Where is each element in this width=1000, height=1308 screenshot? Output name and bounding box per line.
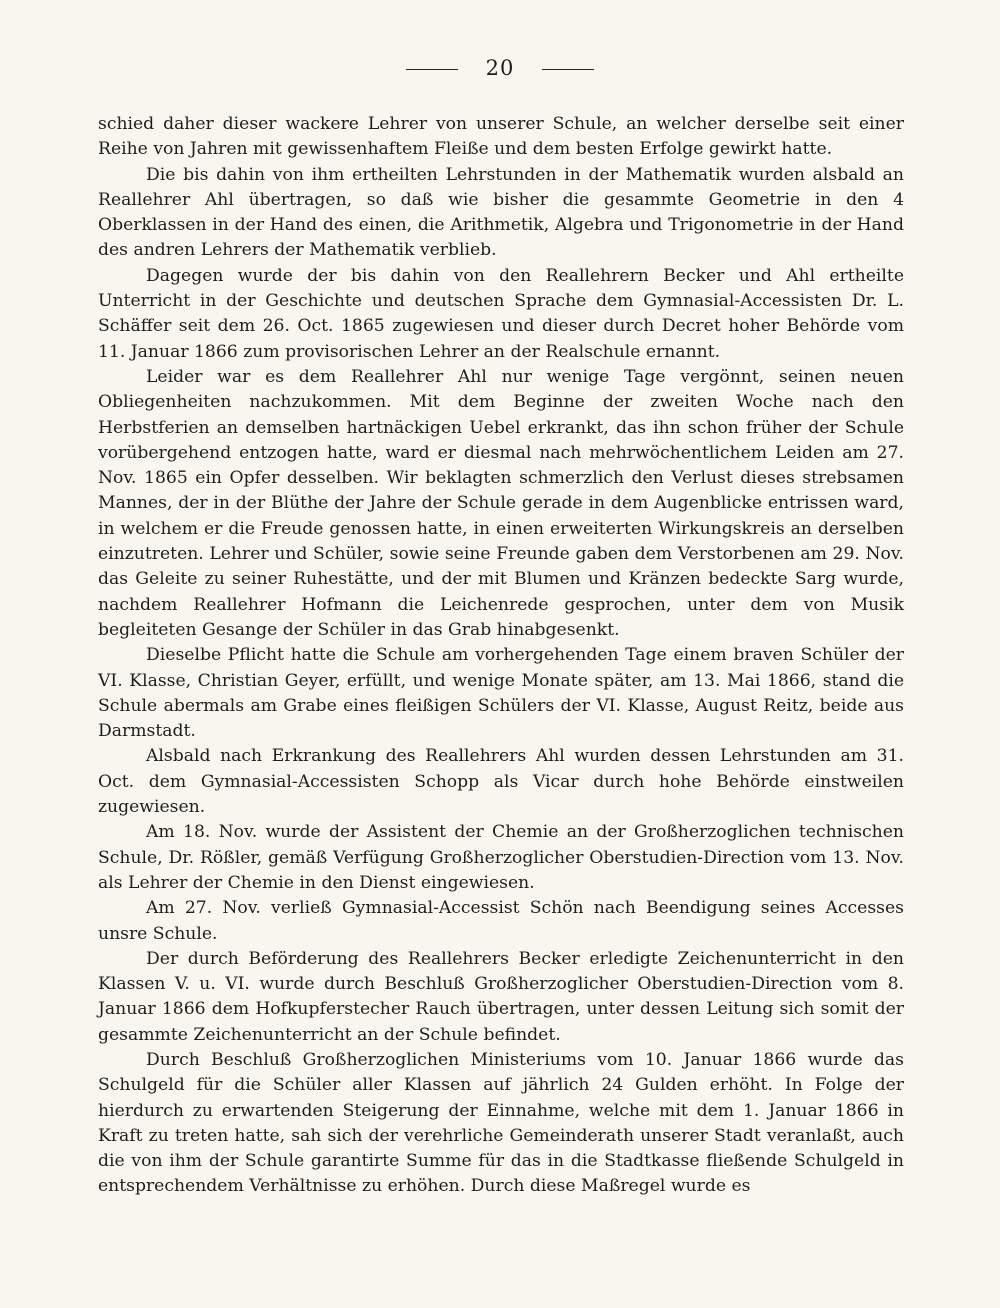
paragraph-2: Die bis dahin von ihm ertheilten Lehrstunden in der Mathematik wurden alsbald an Reallehrer Ahl übertragen, so daß wie bisher die gesammte Geometrie in den 4 Oberklassen in der Hand des einen, die Arithmetik, Algebra und Trigonometrie in der Hand des andren Lehrers der Mathematik verblieb.: [98, 164, 904, 261]
paragraph-1: schied daher dieser wackere Lehrer von unserer Schule, an welcher derselbe seit einer Reihe von Jahren mit gewissenhaftem Fleiße und dem besten Erfolge gewirkt hatte.: [98, 114, 904, 160]
paragraph-6: Alsbald nach Erkrankung des Reallehrers Ahl wurden dessen Lehrstunden am 31. Oct. dem Gymnasial-Accessisten Schopp als Vicar durch hohe Behörde einstweilen zugewiesen.: [98, 746, 904, 818]
paragraph-10: Durch Beschluß Großherzoglichen Ministeriums vom 10. Januar 1866 wurde das Schulgeld für die Schüler aller Klassen auf jährlich 24 Gulden erhöht. In Folge der hierdurch zu erwartenden Steigerung der Einnahme, welche mit dem 1. Januar 1866 in Kraft zu treten hatte, sah sich der verehrliche Gemeinderath unserer Stadt veranlaßt, auch die von ihm der Schule garantirte Summe für das in die Stadtkasse fließende Schulgeld in entsprechendem Verhältnisse zu erhöhen. Durch diese Maßregel wurde es: [98, 1049, 904, 1197]
header-rule-right: [542, 69, 594, 70]
paragraph-4: Leider war es dem Reallehrer Ahl nur wenige Tage vergönnt, seinen neuen Obliegenheiten nachzukommen. Mit dem Beginne der zweiten Woche nach den Herbstferien an demselben hartnäckigen Uebel erkrankt, das ihn schon früher der Schule vorübergehend entzogen hatte, ward er diesmal nach mehrwöchentlichem Leiden am 27. Nov. 1865 ein Opfer desselben. Wir beklagten schmerzlich den Verlust dieses strebsamen Mannes, der in der Blüthe der Jahre der Schule gerade in dem Augenblicke entrissen ward, in welchem er die Freude genossen hatte, in einen erweiterten Wirkungskreis an derselben einzutreten. Lehrer und Schüler, sowie seine Freunde gaben dem Verstorbenen am 29. Nov. das Geleite zu seiner Ruhestätte, und der mit Blumen und Kränzen bedeckte Sarg wurde, nachdem Reallehrer Hofmann die Leichenrede gesprochen, unter dem von Musik begleiteten Gesange der Schüler in das Grab hinabgesenkt.: [98, 366, 904, 640]
page-header: [0, 56, 1000, 80]
header-rule-left: [406, 69, 458, 70]
page-number: 20: [485, 56, 515, 80]
paragraph-9: Der durch Beförderung des Reallehrers Becker erledigte Zeichenunterricht in den Klassen V. u. VI. wurde durch Beschluß Großherzoglicher Oberstudien-Direction vom 8. Januar 1866 dem Hofkupferstecher Rauch übertragen, unter dessen Leitung sich somit der gesammte Zeichenunterricht an der Schule befindet.: [98, 948, 904, 1045]
paragraph-5: Dieselbe Pflicht hatte die Schule am vorhergehenden Tage einem braven Schüler der VI. Klasse, Christian Geyer, erfüllt, und wenige Monate später, am 13. Mai 1866, stand die Schule abermals am Grabe eines fleißigen Schülers der VI. Klasse, August Reitz, beide aus Darmstadt.: [98, 645, 904, 742]
paragraph-3: Dagegen wurde der bis dahin von den Reallehrern Becker und Ahl ertheilte Unterricht in der Geschichte und deutschen Sprache dem Gymnasial-Accessisten Dr. L. Schäffer seit dem 26. Oct. 1865 zugewiesen und dieser durch Decret hoher Behörde vom 11. Januar 1866 zum provisorischen Lehrer an der Realschule ernannt.: [98, 265, 904, 362]
page-body: [98, 112, 904, 1200]
paragraph-7: Am 18. Nov. wurde der Assistent der Chemie an der Großherzoglichen technischen Schule, Dr. Rößler, gemäß Verfügung Großherzoglicher Oberstudien-Direction vom 13. Nov. als Lehrer der Chemie in den Dienst eingewiesen.: [98, 822, 904, 893]
paragraph-8: Am 27. Nov. verließ Gymnasial-Accessist Schön nach Beendigung seines Accesses unsre Schule.: [98, 898, 904, 944]
